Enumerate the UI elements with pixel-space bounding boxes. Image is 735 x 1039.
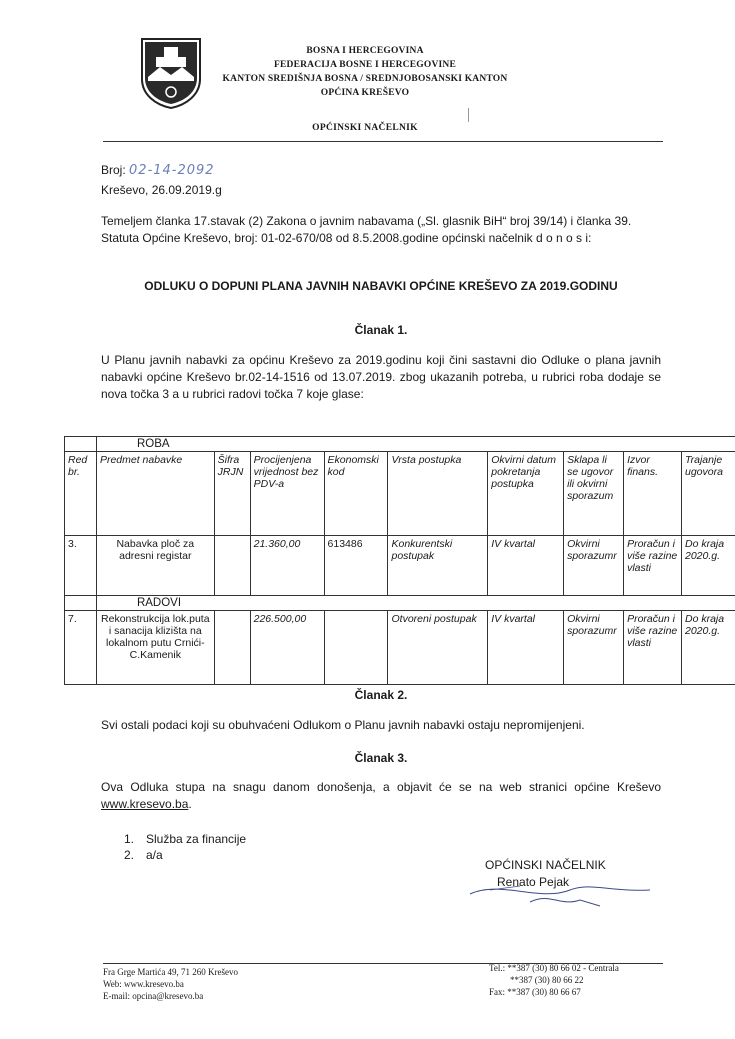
document-number-label: Broj: — [101, 163, 126, 177]
row-number: 3. — [65, 536, 97, 596]
column-header: Trajanje ugovora — [682, 452, 735, 536]
document-number-value: 02-14-2092 — [129, 163, 215, 178]
footer-web[interactable]: Web: www.kresevo.ba — [103, 979, 184, 989]
column-header: Procijenjena vrijednost bez PDV-a — [250, 452, 324, 536]
article-3-heading: Članak 3. — [354, 751, 408, 765]
column-header: Predmet nabavke — [96, 452, 214, 536]
decision-title: ODLUKU O DOPUNI PLANA JAVNIH NABAVKI OPĆINE KREŠEVO ZA 2019.GODINU — [144, 279, 618, 293]
signatory-title: OPĆINSKI NAČELNIK — [485, 858, 606, 872]
row-date: IV kvartal — [488, 536, 564, 596]
footer-tel: Tel.: **387 (30) 80 66 02 - Centrala — [489, 963, 619, 973]
procurement-plan-table — [64, 436, 735, 685]
row-contract: Okvirni sporazumr — [564, 611, 624, 685]
row-subject: Nabavka ploč za adresni registar — [96, 536, 214, 596]
institution-header — [200, 44, 530, 100]
row-code — [214, 611, 250, 685]
table-header-row — [65, 452, 735, 536]
municipality-crest-icon — [140, 37, 202, 109]
header-line: OPĆINA KREŠEVO — [320, 88, 410, 98]
row-value: 226.500,00 — [250, 611, 324, 685]
article-1-text: U Planu javnih nabavki za općinu Kreševo za 2019.godinu koji čini sastavni dio Odluke o plana javnih nabavki općine Kreševo br.02-14-1516 od 13.07.2019. zbog ukazanih potreba, u rubrici roba dodaje se nova točka 3 a u rubrici radovi točka 7 koje glase: — [101, 353, 661, 401]
column-header: Vrsta postupka — [388, 452, 488, 536]
row-duration: Do kraja 2020.g. — [682, 536, 735, 596]
list-item: 1. Služba za financije — [124, 832, 247, 846]
column-header: Izvor finans. — [624, 452, 682, 536]
row-source: Proračun i više razine vlasti — [624, 611, 682, 685]
article-2-heading: Članak 2. — [354, 688, 408, 702]
signatory-name: Renato Pejak — [497, 875, 570, 889]
header-divider — [103, 141, 663, 142]
article-1-heading: Članak 1. — [354, 323, 408, 337]
section-roba-label: ROBA — [96, 437, 735, 452]
scan-mark — [468, 108, 472, 122]
table-row — [65, 611, 735, 685]
column-header: Šifra JRJN — [214, 452, 250, 536]
list-item: 2. a/a — [124, 848, 163, 862]
row-date: IV kvartal — [488, 611, 564, 685]
column-header: Okvirni datum pokretanja postupka — [488, 452, 564, 536]
footer-address: Fra Grge Martića 49, 71 260 Kreševo — [103, 967, 239, 977]
section-radovi-label: RADOVI — [96, 596, 735, 611]
document-number — [101, 163, 215, 178]
row-value: 21.360,00 — [250, 536, 324, 596]
website-link[interactable]: www.kresevo.ba — [101, 797, 189, 811]
row-econ-code: 613486 — [324, 536, 388, 596]
row-subject: Rekonstrukcija lok.puta i sanacija klizišta na lokalnom putu Crnići-C.Kamenik — [96, 611, 214, 685]
header-line: KANTON SREDIŠNJA BOSNA / SREDNJOBOSANSKI KANTON — [222, 74, 508, 84]
row-procedure: Otvoreni postupak — [388, 611, 488, 685]
preamble: Temeljem članka 17.stavak (2) Zakona o javnim nabavama („Sl. glasnik BiH“ broj 39/14) i članka 39. Statuta Općine Kreševo, broj: 01-02-670/08 od 8.5.2008.godine općinski načelnik d o n o s i: — [101, 214, 632, 245]
row-duration: Do kraja 2020.g. — [682, 611, 735, 685]
row-source: Proračun i više razine vlasti — [624, 536, 682, 596]
footer-fax: Fax: **387 (30) 80 66 67 — [489, 987, 581, 997]
document-date: Kreševo, 26.09.2019.g — [101, 183, 222, 197]
department-name: OPĆINSKI NAČELNIK — [312, 123, 418, 133]
article-2-text: Svi ostali podaci koji su obuhvaćeni Odlukom o Planu javnih nabavki ostaju nepromijenjeni. — [101, 718, 585, 732]
table-cell — [65, 596, 97, 611]
article-3-body: Ova Odluka stupa na snagu danom donošenja, a objavit će se na web stranici općine Kreševo — [101, 780, 661, 794]
row-number: 7. — [65, 611, 97, 685]
footer-contact — [103, 966, 238, 1002]
column-header: Sklapa li se ugovor ili okvirni sporazum — [564, 452, 624, 536]
column-header: Red br. — [65, 452, 97, 536]
header-line: BOSNA I HERCEGOVINA — [306, 46, 424, 56]
column-header: Ekonomski kod — [324, 452, 388, 536]
row-code — [214, 536, 250, 596]
footer-phones — [489, 962, 619, 998]
row-econ-code — [324, 611, 388, 685]
distribution-list — [124, 831, 246, 863]
footer-tel-2: **387 (30) 80 66 22 — [510, 975, 584, 985]
header-line: FEDERACIJA BOSNE I HERCEGOVINE — [273, 60, 457, 70]
table-row — [65, 536, 735, 596]
table-cell — [65, 437, 97, 452]
row-contract: Okvirni sporazumr — [564, 536, 624, 596]
footer-email[interactable]: E-mail: opcina@kresevo.ba — [103, 991, 204, 1001]
article-3-text: Ova Odluka stupa na snagu danom donošenja, a objavit će se na web stranici općine Kreševo www.kresevo.ba. — [101, 780, 661, 811]
row-procedure: Konkurentski postupak — [388, 536, 488, 596]
handwritten-signature-icon — [460, 872, 660, 912]
